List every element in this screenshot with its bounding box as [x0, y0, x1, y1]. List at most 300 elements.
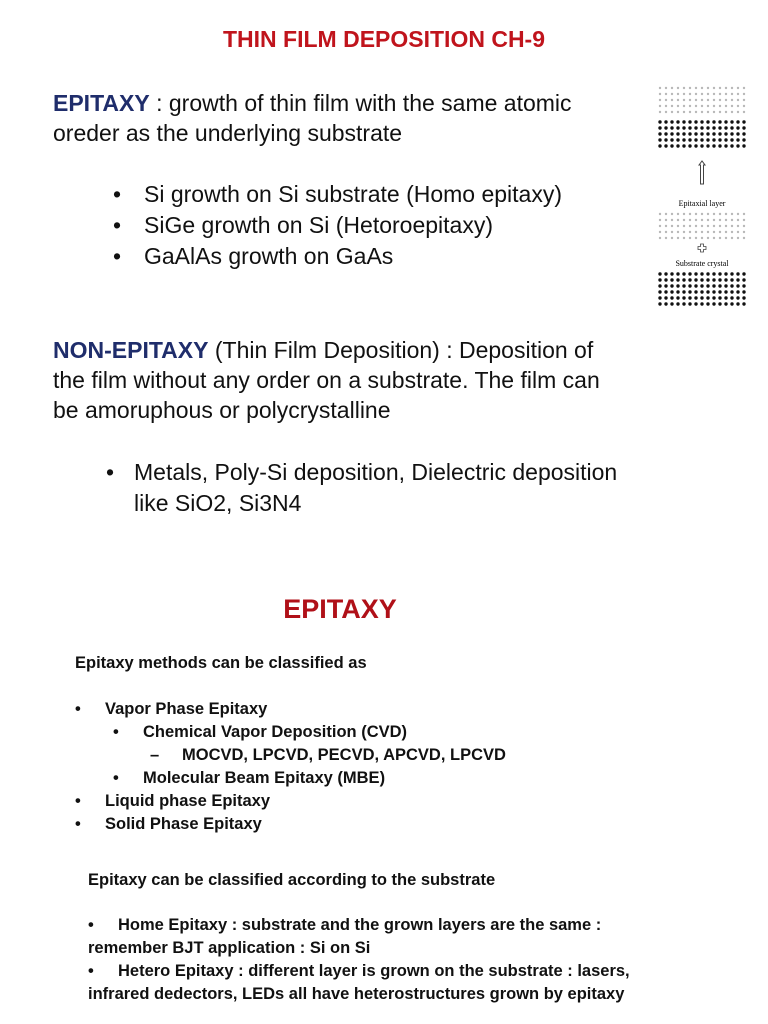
lattice-atom [730, 296, 733, 299]
lattice-atom [689, 111, 691, 113]
lattice-atom [701, 105, 703, 107]
lattice-atom [695, 111, 697, 113]
lattice-atom [724, 296, 727, 299]
lattice-atom [665, 99, 667, 101]
lattice-atom [677, 87, 679, 89]
lattice-atom [671, 111, 673, 113]
bullet-icon: • [75, 792, 81, 810]
lattice-atom [659, 231, 661, 233]
lattice-atom [689, 237, 691, 239]
lattice-atom [676, 284, 679, 287]
lattice-atom [701, 231, 703, 233]
lattice-atom [659, 93, 661, 95]
lattice-atom [736, 290, 739, 293]
list-item: • Si growth on Si substrate (Homo epitaxy) [113, 179, 562, 210]
lattice-atom [713, 93, 715, 95]
lattice-atom [677, 111, 679, 113]
lattice-atom [706, 144, 709, 147]
lattice-atom [683, 231, 685, 233]
lattice-atom [670, 144, 673, 147]
up-arrow-icon [699, 161, 705, 184]
lattice-atom [658, 296, 661, 299]
lattice-atom [725, 219, 727, 221]
lattice-atom [694, 272, 697, 275]
lattice-atom [731, 93, 733, 95]
lattice-atom [736, 144, 739, 147]
lattice-atom [718, 144, 721, 147]
non-epitaxy-keyword: NON-EPITAXY [53, 337, 209, 363]
lattice-atom [688, 302, 691, 305]
lattice-atom [707, 219, 709, 221]
lattice-atom [659, 237, 661, 239]
lattice-atom [670, 132, 673, 135]
list-item: • GaAlAs growth on GaAs [113, 241, 562, 272]
lattice-atom [719, 225, 721, 227]
lattice-atom [700, 290, 703, 293]
lattice-atom [712, 296, 715, 299]
non-epitaxy-bullet: • Metals, Poly-Si deposition, Dielectric deposition like SiO2, Si3N4 [106, 459, 618, 516]
lattice-atom [683, 105, 685, 107]
lattice-atom [737, 87, 739, 89]
lattice-atom [676, 138, 679, 141]
lattice-atom [731, 225, 733, 227]
lattice-atom [658, 284, 661, 287]
lattice-atom [670, 120, 673, 123]
lattice-atom [737, 231, 739, 233]
lattice-atom [724, 126, 727, 129]
lattice-atom [670, 278, 673, 281]
lattice-atom [731, 87, 733, 89]
lattice-atom [736, 278, 739, 281]
lattice-atom [736, 132, 739, 135]
lattice-atom [695, 213, 697, 215]
lattice-atom [706, 290, 709, 293]
lattice-atom [664, 120, 667, 123]
lattice-atom [707, 111, 709, 113]
lattice-atom [689, 213, 691, 215]
lattice-atom [682, 302, 685, 305]
lattice-atom [689, 99, 691, 101]
lattice-atom [659, 99, 661, 101]
list-item: • Vapor Phase Epitaxy [75, 698, 506, 721]
lattice-atom [695, 93, 697, 95]
non-epitaxy-definition: NON-EPITAXY (Thin Film Deposition) : Deposition of the film without any order on a substrate. The film can be amoruphous or polycrystalline [53, 337, 600, 423]
lattice-atom [694, 144, 697, 147]
lattice-atom [724, 272, 727, 275]
lattice-atom [712, 284, 715, 287]
lattice-atom [683, 99, 685, 101]
lattice-atom [706, 284, 709, 287]
lattice-atom [707, 93, 709, 95]
lattice-atom [665, 93, 667, 95]
lattice-atom [665, 219, 667, 221]
lattice-atom [671, 231, 673, 233]
lattice-atom [706, 126, 709, 129]
lattice-atom [730, 302, 733, 305]
list-item: • Home Epitaxy : substrate and the grown layers are the same : [88, 914, 630, 937]
lattice-atom [701, 225, 703, 227]
lattice-atom [712, 126, 715, 129]
lattice-atom [742, 284, 745, 287]
lattice-atom [694, 132, 697, 135]
lattice-atom [719, 237, 721, 239]
lattice-atom [700, 138, 703, 141]
lattice-atom [713, 213, 715, 215]
lattice-atom [724, 132, 727, 135]
lattice-atom [700, 126, 703, 129]
figure-label-substrate: Substrate crystal [675, 259, 729, 268]
lattice-atom [658, 120, 661, 123]
lattice-atom [718, 120, 721, 123]
lattice-atom [701, 87, 703, 89]
lattice-atom [688, 138, 691, 141]
page-title: THIN FILM DEPOSITION CH-9 [223, 26, 545, 52]
lattice-atom [658, 144, 661, 147]
lattice-atom [658, 302, 661, 305]
lattice-atom [682, 284, 685, 287]
lattice-atom [743, 237, 745, 239]
epitaxy-keyword: EPITAXY [53, 90, 150, 116]
lattice-atom [665, 111, 667, 113]
lattice-atom [731, 213, 733, 215]
substrate-intro: Epitaxy can be classified according to the substrate [88, 871, 496, 889]
lattice-atom [695, 87, 697, 89]
lattice-atom [730, 120, 733, 123]
lattice-atom [676, 132, 679, 135]
lattice-atom [706, 138, 709, 141]
lattice-atom [689, 93, 691, 95]
lattice-atom [737, 99, 739, 101]
lattice-atom [718, 290, 721, 293]
epitaxy-lattice-figure [656, 84, 748, 310]
lattice-atom [719, 213, 721, 215]
epitaxial-layer-top-light [659, 87, 745, 113]
lattice-atom [671, 87, 673, 89]
lattice-atom [701, 213, 703, 215]
lattice-atom [712, 272, 715, 275]
lattice-atom [743, 225, 745, 227]
lattice-atom [671, 99, 673, 101]
lattice-atom [730, 290, 733, 293]
lattice-atom [664, 284, 667, 287]
lattice-atom [677, 93, 679, 95]
lattice-atom [677, 219, 679, 221]
lattice-atom [724, 138, 727, 141]
list-item: • Hetero Epitaxy : different layer is grown on the substrate : lasers, [88, 960, 630, 983]
lattice-atom [694, 302, 697, 305]
lattice-atom [718, 126, 721, 129]
lattice-atom [689, 87, 691, 89]
lattice-atom [700, 120, 703, 123]
lattice-atom [670, 290, 673, 293]
lattice-atom [664, 272, 667, 275]
lattice-atom [688, 278, 691, 281]
lattice-atom [682, 126, 685, 129]
epitaxy-def-line2: oreder as the underlying substrate [53, 120, 403, 146]
lattice-atom [736, 302, 739, 305]
lattice-atom [694, 138, 697, 141]
lattice-atom [695, 231, 697, 233]
lattice-atom [730, 132, 733, 135]
lattice-atom [742, 296, 745, 299]
lattice-atom [659, 105, 661, 107]
lattice-atom [664, 302, 667, 305]
lattice-atom [712, 132, 715, 135]
lattice-atom [742, 126, 745, 129]
lattice-atom [695, 99, 697, 101]
lattice-atom [701, 93, 703, 95]
lattice-atom [677, 105, 679, 107]
lattice-atom [706, 272, 709, 275]
lattice-atom [676, 272, 679, 275]
substrate-crystal [658, 272, 745, 305]
lattice-atom [736, 138, 739, 141]
bullet-icon: • [113, 212, 122, 238]
lattice-atom [736, 120, 739, 123]
lattice-atom [700, 132, 703, 135]
lattice-atom [706, 302, 709, 305]
lattice-atom [725, 111, 727, 113]
bullet-icon: • [113, 723, 119, 741]
lattice-atom [707, 99, 709, 101]
lattice-atom [718, 296, 721, 299]
lattice-atom [670, 138, 673, 141]
bullet-icon: • [113, 243, 122, 269]
list-item: • Liquid phase Epitaxy [75, 790, 506, 813]
lattice-atom [712, 120, 715, 123]
lattice-atom [701, 237, 703, 239]
lattice-atom [694, 290, 697, 293]
lattice-atom [725, 225, 727, 227]
lattice-atom [670, 126, 673, 129]
lattice-atom [713, 111, 715, 113]
lattice-atom [677, 99, 679, 101]
list-item: • Chemical Vapor Deposition (CVD) [75, 721, 506, 744]
lattice-atom [682, 144, 685, 147]
lattice-atom [725, 237, 727, 239]
lattice-atom [664, 138, 667, 141]
substrate-list: • Home Epitaxy : substrate and the grown layers are the same : remember BJT application : Si on Si • Hetero Epitaxy : different layer is grown on the substrate : lasers, infrared dedectors, LEDs all have heterostructures grown by epitaxy [88, 916, 630, 1003]
lattice-atom [725, 87, 727, 89]
lattice-atom [707, 105, 709, 107]
lattice-atom [736, 272, 739, 275]
lattice-atom [736, 296, 739, 299]
epitaxial-layer-mid [659, 213, 745, 239]
lattice-atom [676, 278, 679, 281]
lattice-atom [707, 237, 709, 239]
lattice-atom [731, 111, 733, 113]
lattice-atom [688, 296, 691, 299]
lattice-atom [700, 272, 703, 275]
lattice-atom [670, 302, 673, 305]
lattice-atom [706, 278, 709, 281]
lattice-atom [694, 296, 697, 299]
lattice-atom [737, 237, 739, 239]
lattice-atom [731, 105, 733, 107]
lattice-atom [719, 93, 721, 95]
lattice-atom [742, 138, 745, 141]
figure-label-epitaxial: Epitaxial layer [678, 199, 726, 208]
lattice-atom [712, 278, 715, 281]
lattice-atom [706, 296, 709, 299]
epitaxial-layer-top-dark [658, 120, 745, 147]
lattice-atom [718, 272, 721, 275]
lattice-atom [664, 132, 667, 135]
lattice-atom [659, 225, 661, 227]
lattice-atom [682, 138, 685, 141]
lattice-atom [743, 87, 745, 89]
lattice-atom [719, 219, 721, 221]
lattice-atom [742, 272, 745, 275]
lattice-atom [700, 296, 703, 299]
lattice-atom [689, 219, 691, 221]
lattice-atom [713, 237, 715, 239]
lattice-atom [683, 213, 685, 215]
lattice-atom [700, 278, 703, 281]
lattice-atom [671, 219, 673, 221]
lattice-atom [658, 138, 661, 141]
lattice-atom [743, 111, 745, 113]
lattice-atom [694, 120, 697, 123]
lattice-atom [725, 93, 727, 95]
lattice-atom [743, 213, 745, 215]
lattice-atom [730, 144, 733, 147]
lattice-atom [665, 105, 667, 107]
lattice-atom [731, 99, 733, 101]
lattice-atom [707, 87, 709, 89]
lattice-atom [737, 219, 739, 221]
lattice-atom [706, 120, 709, 123]
lattice-atom [724, 144, 727, 147]
lattice-atom [730, 284, 733, 287]
lattice-atom [743, 105, 745, 107]
lattice-atom [670, 272, 673, 275]
lattice-atom [682, 272, 685, 275]
lattice-atom [725, 99, 727, 101]
lattice-atom [665, 213, 667, 215]
lattice-atom [694, 126, 697, 129]
lattice-atom [743, 219, 745, 221]
methods-intro: Epitaxy methods can be classified as [75, 654, 367, 672]
lattice-atom [670, 284, 673, 287]
lattice-atom [689, 105, 691, 107]
lattice-atom [664, 278, 667, 281]
lattice-atom [664, 296, 667, 299]
bullet-icon: • [113, 769, 119, 787]
bullet-icon: • [75, 815, 81, 833]
lattice-atom [676, 120, 679, 123]
epitaxy-def-line1: : growth of thin film with the same atomic [149, 90, 572, 116]
lattice-atom [677, 237, 679, 239]
list-item: • Solid Phase Epitaxy [75, 813, 506, 836]
lattice-atom [671, 225, 673, 227]
plus-icon [698, 244, 706, 252]
lattice-atom [701, 219, 703, 221]
lattice-atom [742, 290, 745, 293]
lattice-atom [724, 120, 727, 123]
lattice-atom [665, 87, 667, 89]
lattice-atom [700, 144, 703, 147]
lattice-atom [724, 278, 727, 281]
lattice-atom [694, 278, 697, 281]
lattice-atom [665, 231, 667, 233]
lattice-atom [713, 219, 715, 221]
lattice-atom [724, 302, 727, 305]
lattice-atom [688, 132, 691, 135]
lattice-atom [683, 237, 685, 239]
lattice-atom [676, 126, 679, 129]
lattice-atom [700, 302, 703, 305]
lattice-atom [688, 120, 691, 123]
lattice-atom [683, 111, 685, 113]
lattice-atom [682, 296, 685, 299]
lattice-atom [701, 111, 703, 113]
lattice-atom [712, 302, 715, 305]
list-item: • SiGe growth on Si (Hetoroepitaxy) [113, 210, 562, 241]
lattice-atom [718, 138, 721, 141]
lattice-atom [695, 105, 697, 107]
lattice-atom [658, 290, 661, 293]
lattice-atom [713, 99, 715, 101]
bullet-icon: • [88, 916, 94, 934]
lattice-atom [724, 290, 727, 293]
lattice-atom [671, 105, 673, 107]
lattice-atom [682, 290, 685, 293]
bullet-icon: • [113, 181, 122, 207]
dash-icon: – [150, 746, 160, 764]
bullet-icon: • [106, 459, 115, 485]
lattice-atom [689, 231, 691, 233]
lattice-atom [718, 302, 721, 305]
lattice-atom [725, 231, 727, 233]
lattice-atom [742, 132, 745, 135]
lattice-atom [743, 231, 745, 233]
lattice-atom [670, 296, 673, 299]
lattice-atom [719, 105, 721, 107]
lattice-atom [719, 87, 721, 89]
lattice-atom [677, 225, 679, 227]
lattice-atom [677, 213, 679, 215]
lattice-atom [712, 290, 715, 293]
lattice-atom [665, 237, 667, 239]
lattice-atom [713, 87, 715, 89]
lattice-atom [737, 111, 739, 113]
lattice-atom [742, 302, 745, 305]
lattice-atom [742, 120, 745, 123]
lattice-atom [695, 237, 697, 239]
lattice-atom [725, 105, 727, 107]
lattice-atom [688, 284, 691, 287]
lattice-atom [730, 272, 733, 275]
lattice-atom [695, 225, 697, 227]
lattice-atom [671, 213, 673, 215]
lattice-atom [688, 144, 691, 147]
list-item: • Molecular Beam Epitaxy (MBE) [75, 767, 506, 790]
lattice-atom [713, 225, 715, 227]
lattice-atom [664, 144, 667, 147]
lattice-atom [658, 132, 661, 135]
lattice-atom [737, 93, 739, 95]
lattice-atom [658, 278, 661, 281]
lattice-atom [694, 284, 697, 287]
lattice-atom [736, 126, 739, 129]
lattice-atom [682, 278, 685, 281]
lattice-atom [725, 213, 727, 215]
lattice-atom [658, 272, 661, 275]
lattice-atom [742, 278, 745, 281]
lattice-atom [718, 278, 721, 281]
lattice-atom [676, 296, 679, 299]
